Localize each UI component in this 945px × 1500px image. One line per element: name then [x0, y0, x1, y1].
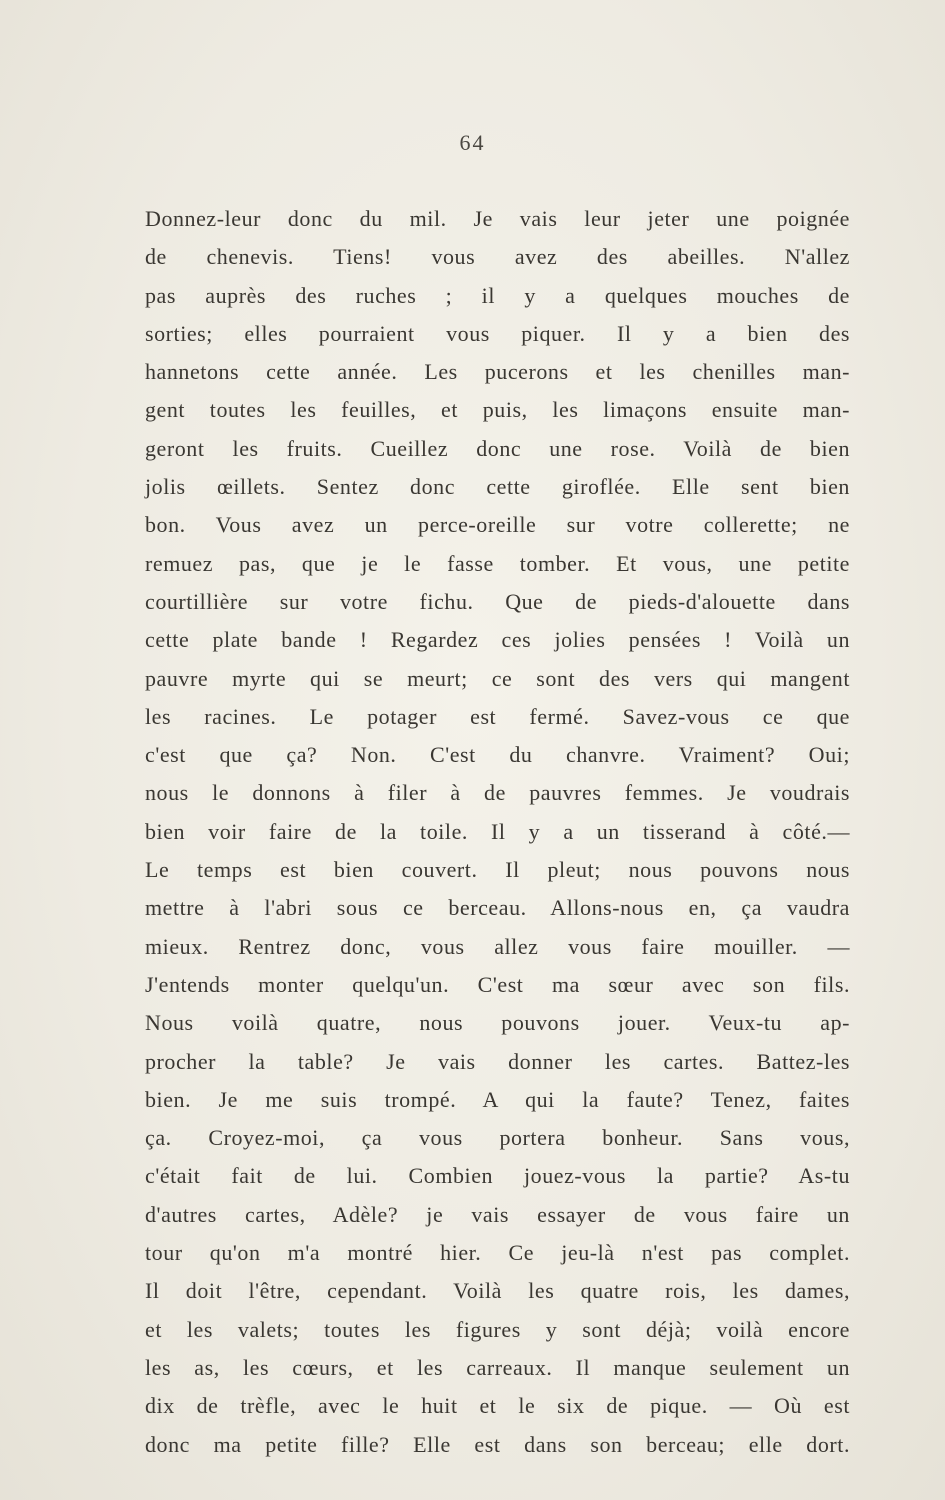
text-line: remuez pas, que je le fasse tomber. Et vous, une petite [145, 550, 850, 576]
text-line: de chenevis. Tiens! vous avez des abeilles. N'allez [145, 244, 850, 270]
text-line: geront les fruits. Cueillez donc une rose. Voilà de bien [145, 435, 850, 461]
text-line: Le temps est bien couvert. Il pleut; nous pouvons nous [145, 857, 850, 883]
text-line: procher la table? Je vais donner les cartes. Battez-les [145, 1048, 850, 1074]
text-line: gent toutes les feuilles, et puis, les limaçons ensuite man- [145, 397, 850, 423]
text-line: les as, les cœurs, et les carreaux. Il manque seulement un [145, 1354, 850, 1380]
text-line: bien. Je me suis trompé. A qui la faute? Tenez, faites [145, 1086, 850, 1112]
text-line: c'est que ça? Non. C'est du chanvre. Vraiment? Oui; [145, 742, 850, 768]
text-line: hannetons cette année. Les pucerons et les chenilles man- [145, 359, 850, 385]
text-line: d'autres cartes, Adèle? je vais essayer de vous faire un [145, 1201, 850, 1227]
text-line: les racines. Le potager est fermé. Savez-vous ce que [145, 703, 850, 729]
text-line: tour qu'on m'a montré hier. Ce jeu-là n'est pas complet. [145, 1240, 850, 1266]
text-line: mettre à l'abri sous ce berceau. Allons-nous en, ça vaudra [145, 895, 850, 921]
text-line: pauvre myrte qui se meurt; ce sont des vers qui mangent [145, 665, 850, 691]
text-line: Donnez-leur donc du mil. Je vais leur jeter une poignée [145, 206, 850, 231]
text-line: dix de trèfle, avec le huit et le six de pique. — Où est [145, 1393, 850, 1419]
body-text [145, 200, 850, 1464]
text-line: mieux. Rentrez donc, vous allez vous faire mouiller. — [145, 933, 850, 959]
text-line: courtillière sur votre fichu. Que de pieds-d'alouette dans [145, 588, 850, 614]
text-line: nous le donnons à filer à de pauvres femmes. Je voudrais [145, 780, 850, 806]
text-line: Il doit l'être, cependant. Voilà les quatre rois, les dames, [145, 1278, 850, 1304]
text-line: sorties; elles pourraient vous piquer. Il y a bien des [145, 320, 850, 346]
text-line: jolis œillets. Sentez donc cette giroflée. Elle sent bien [145, 474, 850, 500]
text-line: ça. Croyez-moi, ça vous portera bonheur. Sans vous, [145, 1125, 850, 1151]
text-line: et les valets; toutes les figures y sont déjà; voilà encore [145, 1316, 850, 1342]
text-line: bien voir faire de la toile. Il y a un tisserand à côté.— [145, 818, 850, 844]
text-line: c'était fait de lui. Combien jouez-vous la partie? As-tu [145, 1163, 850, 1189]
text-line: Nous voilà quatre, nous pouvons jouer. Veux-tu ap- [145, 1010, 850, 1036]
text-line: pas auprès des ruches ; il y a quelques mouches de [145, 282, 850, 308]
text-line: donc ma petite fille? Elle est dans son berceau; elle dort. [145, 1431, 850, 1457]
text-line: cette plate bande ! Regardez ces jolies pensées ! Voilà un [145, 627, 850, 653]
text-line: bon. Vous avez un perce-oreille sur votre collerette; ne [145, 512, 850, 538]
text-line: J'entends monter quelqu'un. C'est ma sœur avec son fils. [145, 971, 850, 997]
page-number: 64 [459, 130, 486, 155]
